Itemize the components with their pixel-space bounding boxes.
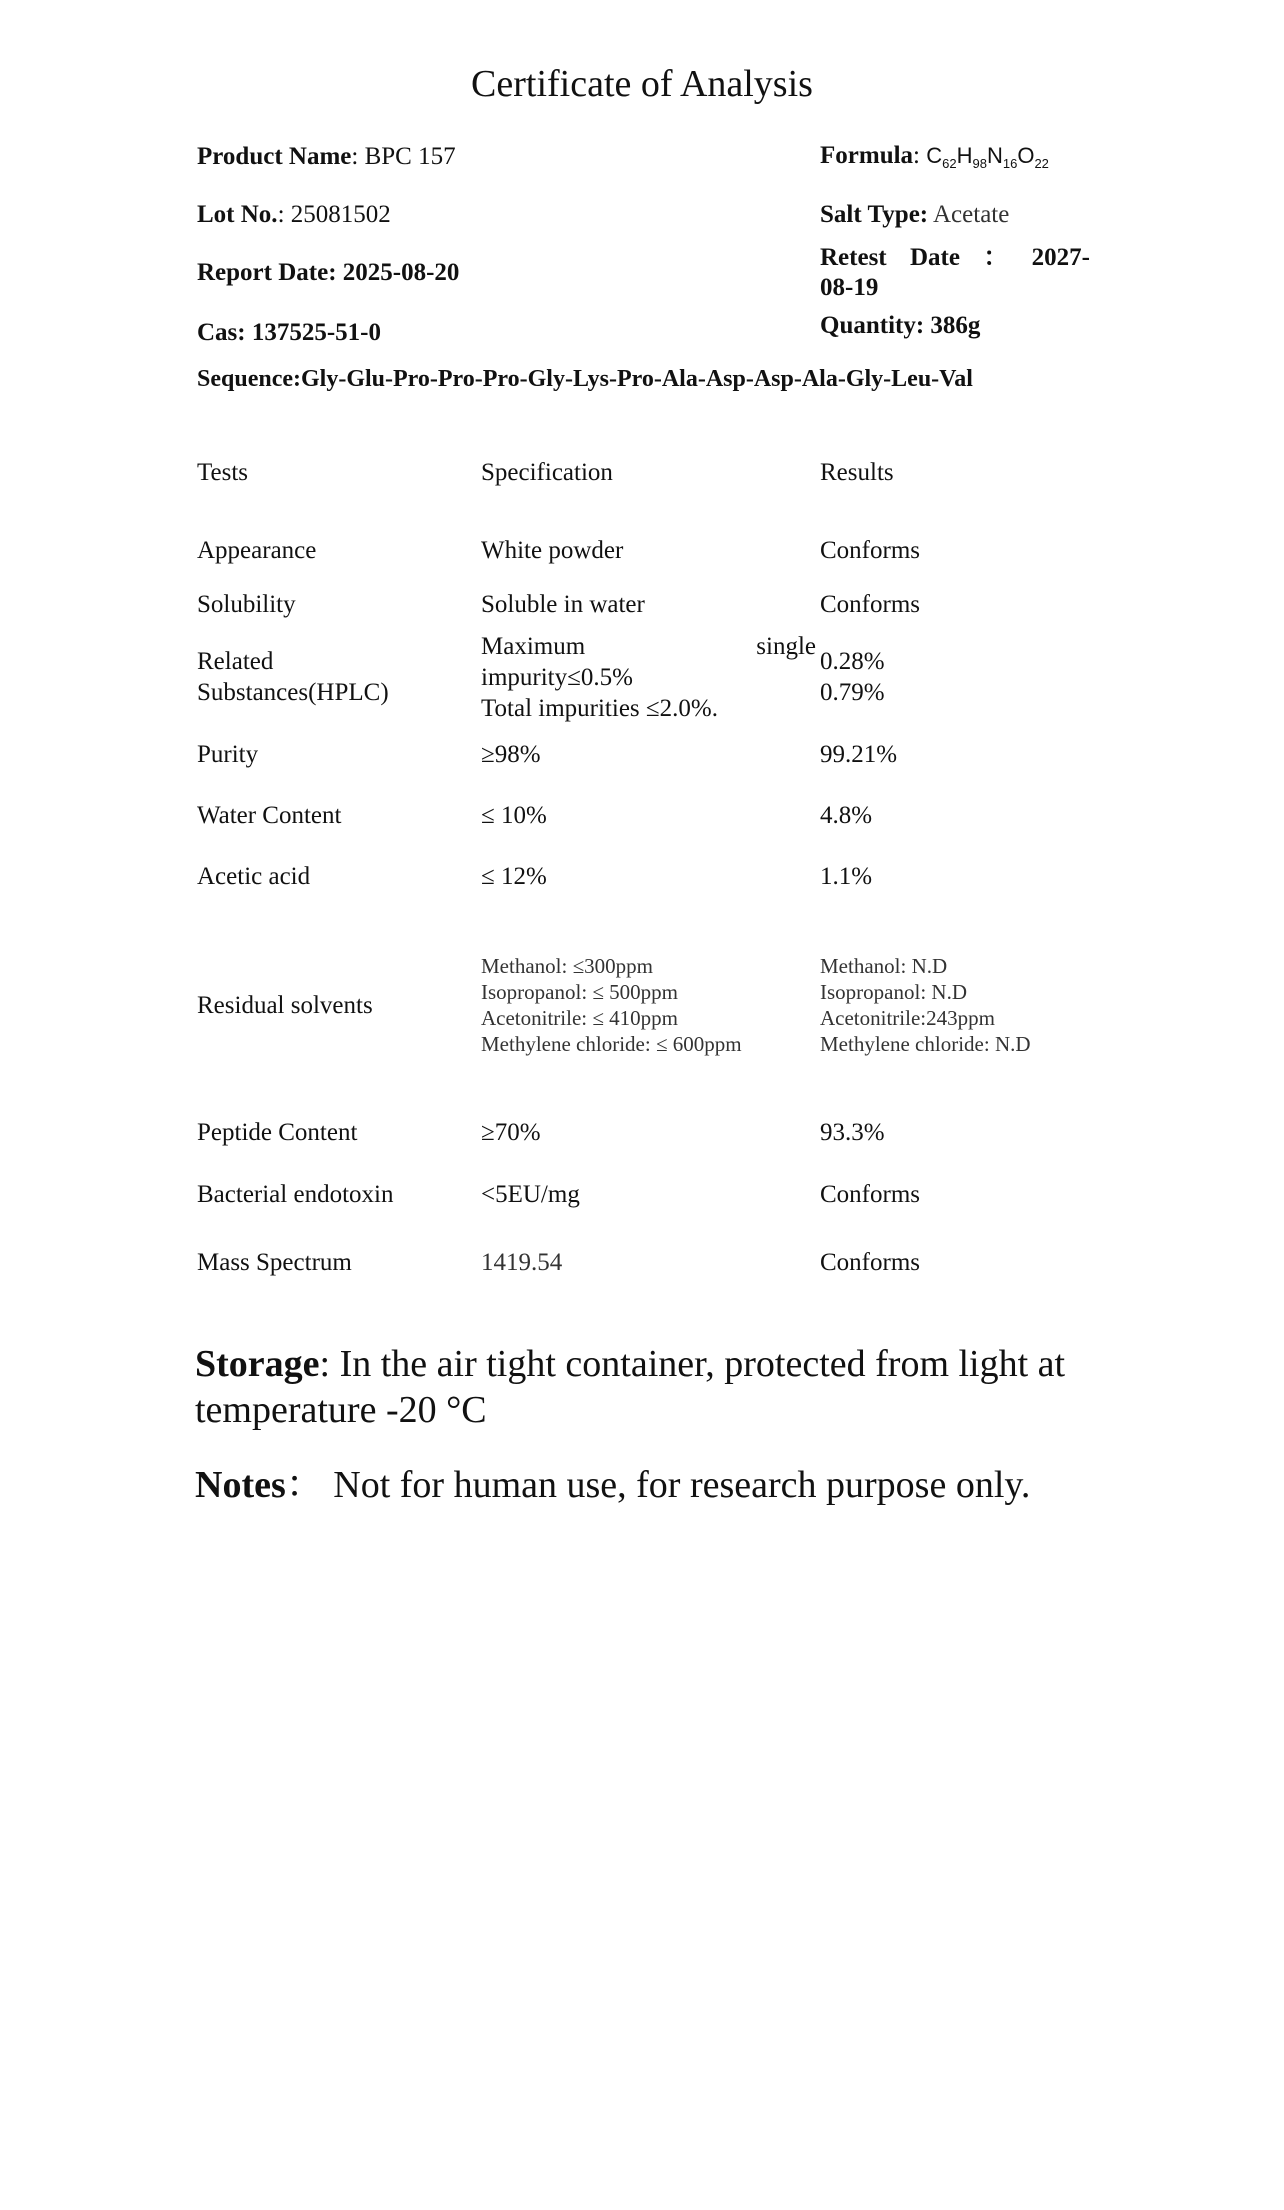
product-name-field xyxy=(197,142,456,172)
salt-type-field xyxy=(820,200,1009,230)
retest-word-1: Retest xyxy=(820,244,887,271)
result: Conforms xyxy=(820,591,920,618)
product-name-label: Product Name xyxy=(197,143,352,170)
notes-label: Notes xyxy=(195,1464,286,1506)
test-name: Water Content xyxy=(197,802,342,829)
test-name: Mass Spectrum xyxy=(197,1249,352,1276)
result: Conforms xyxy=(820,1249,920,1276)
result: 93.3% xyxy=(820,1119,885,1146)
page-title: Certificate of Analysis xyxy=(471,63,813,105)
product-name-value: : BPC 157 xyxy=(351,143,456,170)
lot-number-value: : 25081502 xyxy=(277,201,391,228)
storage-text: : In the air tight container, protected from light at temperature -20 °C xyxy=(195,1343,1066,1431)
specification: ≤ 12% xyxy=(481,863,547,890)
test-name: Appearance xyxy=(197,537,317,564)
quantity: Quantity: 386g xyxy=(820,312,981,339)
retest-value-2: 08-19 xyxy=(820,274,879,301)
storage-label: Storage xyxy=(195,1343,320,1385)
notes-statement xyxy=(195,1462,1155,1508)
test-name: Residual solvents xyxy=(197,992,373,1019)
retest-word-2: Date xyxy=(909,244,960,271)
retest-colon: ： xyxy=(983,244,1009,271)
salt-type-value: Acetate xyxy=(928,201,1010,228)
test-name: Purity xyxy=(197,741,259,768)
test-name: Related Substances(HPLC) xyxy=(197,648,389,706)
result: Conforms xyxy=(820,537,920,564)
table-header-results: Results xyxy=(820,459,894,486)
lot-number-label: Lot No. xyxy=(197,201,278,228)
result: 99.21% xyxy=(820,741,898,768)
result: 4.8% xyxy=(820,802,873,829)
retest-value-1: 2027- xyxy=(1031,244,1090,271)
specification: ≤ 10% xyxy=(481,802,547,829)
result: Methanol: N.D Isopropanol: N.D Acetonitrile:243ppm Methylene chloride: N.D xyxy=(820,954,1031,1056)
formula-separator: : xyxy=(913,142,927,169)
specification: ≥70% xyxy=(481,1119,541,1146)
specification: 1419.54 xyxy=(481,1249,563,1276)
specification: ≥98% xyxy=(481,741,541,768)
table-header-tests: Tests xyxy=(197,459,249,486)
cas-number: Cas: 137525-51-0 xyxy=(197,319,382,346)
specification: <5EU/mg xyxy=(481,1181,580,1208)
result: Conforms xyxy=(820,1181,920,1208)
notes-text: ： Not for human use, for research purpose only. xyxy=(285,1464,1031,1506)
sequence: Sequence:Gly-Glu-Pro-Pro-Pro-Gly-Lys-Pro-Ala-Asp-Asp-Ala-Gly-Leu-Val xyxy=(197,366,973,392)
formula-label: Formula xyxy=(820,142,914,169)
specification: Methanol: ≤300ppm Isopropanol: ≤ 500ppm Acetonitrile: ≤ 410ppm Methylene chloride: ≤ 600ppm xyxy=(481,954,742,1056)
test-name: Solubility xyxy=(197,591,296,618)
test-name: Acetic acid xyxy=(197,863,311,890)
specification: White powder xyxy=(481,537,624,564)
result: 0.28% 0.79% xyxy=(820,648,885,706)
test-name: Bacterial endotoxin xyxy=(197,1181,394,1208)
formula-value: $C_{62}H_{98}N_{16}O_{22}$ xyxy=(926,143,1049,171)
specification: Maximum single impurity≤0.5% Total impurities ≤2.0%. xyxy=(481,633,816,722)
test-name: Peptide Content xyxy=(197,1119,358,1146)
result: 1.1% xyxy=(820,863,873,890)
storage-statement xyxy=(195,1341,1115,1433)
formula-field xyxy=(820,141,1049,179)
table-header-specification: Specification xyxy=(481,459,613,486)
retest-date xyxy=(820,243,1090,303)
specification: Soluble in water xyxy=(481,591,645,618)
salt-type-label: Salt Type: xyxy=(820,201,929,228)
report-date: Report Date: 2025-08-20 xyxy=(197,259,460,286)
lot-number-field xyxy=(197,200,391,230)
